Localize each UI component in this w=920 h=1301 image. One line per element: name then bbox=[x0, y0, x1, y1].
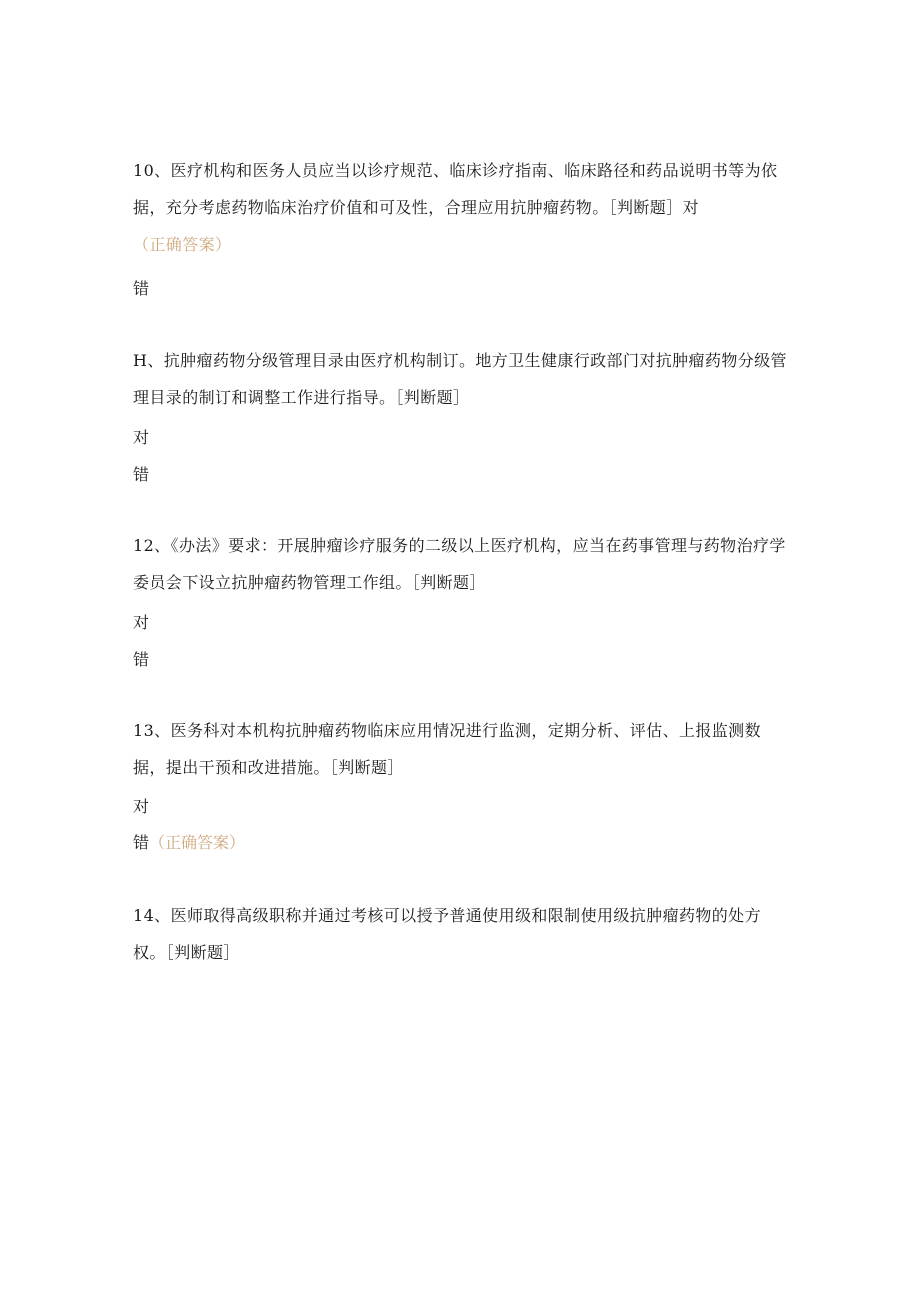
question-number: 14 bbox=[133, 906, 155, 925]
question-14 bbox=[133, 897, 793, 971]
question-10 bbox=[133, 152, 793, 263]
question-number: 13 bbox=[133, 721, 155, 740]
question-number: 10 bbox=[133, 161, 155, 180]
question-body: 、抗肿瘤药物分级管理目录由医疗机构制订。地方卫生健康行政部门对抗肿瘤药物分级管理目录的制订和调整工作进行指导。［判断题］ bbox=[133, 351, 787, 407]
question-text bbox=[133, 527, 793, 601]
option-true[interactable]: 对 bbox=[133, 797, 150, 816]
question-13 bbox=[133, 712, 793, 786]
question-body: 、医疗机构和医务人员应当以诊疗规范、临床诊疗指南、临床路径和药品说明书等为依据，充分考虑药物临床治疗价值和可及性，合理应用抗肿瘤药物。［判断题］对 bbox=[133, 161, 778, 217]
question-text bbox=[133, 152, 793, 263]
question-number: H bbox=[133, 351, 148, 370]
option-true[interactable]: 对 bbox=[133, 613, 150, 632]
option-false[interactable]: 错 bbox=[133, 465, 150, 484]
option-false-correct[interactable] bbox=[133, 833, 245, 853]
question-11 bbox=[133, 342, 793, 416]
question-text bbox=[133, 342, 793, 416]
question-text bbox=[133, 712, 793, 786]
question-body: 、《办法》要求：开展肿瘤诊疗服务的二级以上医疗机构，应当在药事管理与药物治疗学委员会下设立抗肿瘤药物管理工作组。［判断题］ bbox=[133, 536, 786, 592]
question-body: 、医师取得高级职称并通过考核可以授予普通使用级和限制使用级抗肿瘤药物的处方权。［判断题］ bbox=[133, 906, 761, 962]
option-true[interactable]: 对 bbox=[133, 428, 150, 447]
correct-answer-tag: （正确答案） bbox=[149, 833, 246, 852]
question-number: 12 bbox=[133, 536, 155, 555]
option-false[interactable]: 错 bbox=[133, 650, 150, 669]
question-body: 、医务科对本机构抗肿瘤药物临床应用情况进行监测，定期分析、评估、上报监测数据，提出干预和改进措施。［判断题］ bbox=[133, 721, 761, 777]
question-text bbox=[133, 897, 793, 971]
option-false-label: 错 bbox=[133, 833, 150, 852]
correct-answer-tag: （正确答案） bbox=[133, 235, 232, 254]
option-false[interactable]: 错 bbox=[133, 279, 150, 298]
question-12 bbox=[133, 527, 793, 601]
